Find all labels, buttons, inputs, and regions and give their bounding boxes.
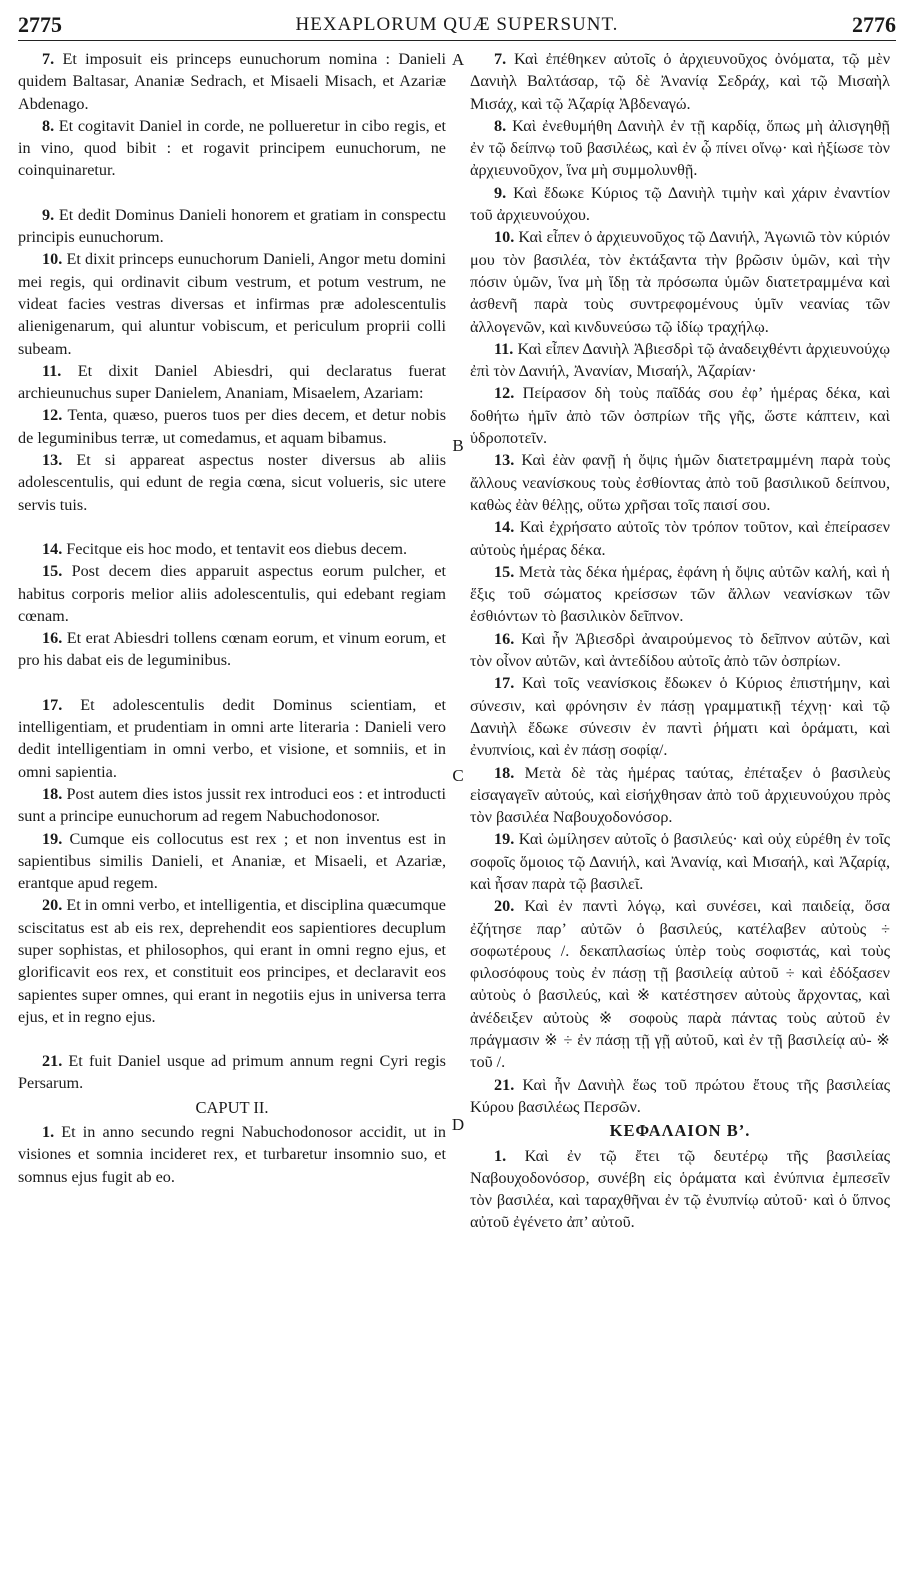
margin-marker-b: B [452, 436, 464, 455]
greek-verse-10: 10. Καὶ εἶπεν ὁ ἀρχιευνοῦχος τῷ Δανιήλ, Ἀγωνιῶ τὸν κύριόν μου τὸν βασιλέα, τὸν ἐκτάξαντα τὴν βρῶσιν ὑμῶν, καὶ τὴν πόσιν ὑμῶν, ἵνα μὴ ἴδῃ τὰ πρόσωπα ὑμῶν διατετραμμένα καὶ ἀσθενῆ παρὰ τοὺς συντρεφομένους ὑμῖν νεανίας τῶν ἀλλογενῶν, καὶ κινδυνεύσω τῷ ἰδίῳ τραχήλῳ. [470, 228, 890, 336]
latin-verse-17: 17. Et adolescentulis dedit Dominus scientiam, et intelligentiam, et prudentiam in omni arte literaria : Danieli vero dedit intelligentiam in omni verbo, et visione, et somniis, et in omni sapientia. [18, 695, 446, 781]
latin-verse-15: 15. Post decem dies apparuit aspectus eorum pulcher, et habitus corporis melior aliis adolescentulis, qui edebant regiam cœnam. [18, 562, 446, 625]
running-title: HEXAPLORUM QUÆ SUPERSUNT. [295, 14, 619, 35]
page-number-left: 2775 [18, 12, 62, 37]
latin-verse-7: 7. Et imposuit eis princeps eunuchorum nomina : Danieli quidem Baltasar, Ananiæ Sedrach, et Misaeli Misach, et Azariæ Abdenago. [18, 50, 446, 113]
greek-verse-18: 18. Μετὰ δὲ τὰς ἡμέρας ταύτας, ἐπέταξεν ὁ βασιλεὺς εἰσαγαγεῖν αὐτούς, καὶ εἰσήχθησαν ἀπὸ τοῦ ἀρχιευνούχου πρὸς τὸν βασιλέα Ναβουχοδονόσορ. [470, 763, 890, 827]
greek-verse-17: 17. Καὶ τοῖς νεανίσκοις ἔδωκεν ὁ Κύριος ἐπιστήμην, καὶ σύνεσιν, καὶ φρόνησιν ἐν πάσῃ γραμματικῇ τέχνῃ· καὶ τῷ Δανιὴλ ἔδωκε σύνεσιν ἐν παντὶ ῥήματι καὶ ὁράματι, καὶ ἐνυπνίοις, καὶ ἐν πάσῃ σοφίᾳ/. [470, 674, 891, 760]
greek-verse-9: 9. Καὶ ἔδωκε Κύριος τῷ Δανιὴλ τιμὴν καὶ χάριν ἐναντίον τοῦ ἀρχιευνούχου. [470, 183, 891, 225]
margin-marker-a: A [451, 50, 465, 69]
latin-chapter-heading: CAPUT II. [195, 1097, 269, 1117]
latin-verse-18: 18. Post autem dies istos jussit rex introduci eos : et introducti sunt a principe eunuchorum ad regem Nabuchodonosor. [18, 784, 447, 826]
greek-verse-16: 16. Καὶ ἦν Ἀβιεσδρὶ ἀναιρούμενος τὸ δεῖπνον αὐτῶν, καὶ τὸν οἶνον αὐτῶν, καὶ ἀντεδίδου αὐτοῖς ἀπὸ τῶν ὀσπρίων. [470, 629, 891, 671]
greek-verse-7: 7. Καὶ ἐπέθηκεν αὐτοῖς ὁ ἀρχιευνοῦχος ὀνόματα, τῷ μὲν Δανιὴλ Βαλτάσαρ, τῷ δὲ Ἀνανίᾳ Σεδράχ, καὶ τῷ Μισαὴλ Μισάχ, καὶ τῷ Ἀζαρίᾳ Ἀβδεναγώ. [470, 50, 891, 113]
greek-verse-13: 13. Καὶ ἐὰν φανῇ ἡ ὄψις ἡμῶν διατετραμμένη παρὰ τοὺς ἄλλους νεανίσκους τοὺς ἐσθίοντας ἀπὸ τοῦ βασιλικοῦ δείπνου, καθὼς ἐὰν θέλῃς, οὕτω χρῆσαι τοῖς παισί σου. [470, 451, 891, 514]
latin-column [18, 48, 446, 1188]
greek-verse-20: 20. Καὶ ἐν παντὶ λόγῳ, καὶ συνέσει, καὶ παιδείᾳ, ὅσα ἐζήτησε παρ’ αὐτῶν ὁ βασιλεύς, κατέλαβεν αὐτοὺς ÷ σοφωτέρους /. δεκαπλασίως ὑπὲρ τοὺς σοφιστάς, καὶ τοὺς φιλοσόφους τοὺς ἐν πάσῃ τῇ βασιλείᾳ αὐτοῦ ÷ καὶ ἐδόξασεν αὐτοὺς ὁ βασιλεύς, καὶ ※ κατέστησεν αὐτοὺς ἄρχοντας, καὶ ἀνέδειξεν αὐτοὺς ※ σοφοὺς παρὰ πάντας τοὺς αὐτοῦ ἐν πράγμασιν ※ ÷ ἐν πάσῃ τῇ γῇ αὐτοῦ, καὶ ἐν τῇ βασιλείᾳ αὐ- ※ τοῦ /. [470, 897, 890, 1072]
latin-verse-16: 16. Et erat Abiesdri tollens cœnam eorum, et vinum eorum, et pro his dabat eis de leguminibus. [18, 629, 446, 670]
greek-verse-12: 12. Πείρασον δὴ τοὺς παῖδάς σου ἐφ’ ἡμέρας δέκα, καὶ δοθήτω ἡμῖν ἀπὸ τῶν ὀσπρίων τῆς γῆς, ὥστε κάπτειν, καὶ ὑδροποτεῖν. [470, 384, 891, 448]
latin-verse-19: 19. Cumque eis collocutus est rex ; et non inventus est in sapientibus similis Danieli, et Ananiæ, et Misaeli, et Azariæ, erantque apud regem. [18, 829, 446, 893]
margin-marker-d: D [451, 1115, 465, 1134]
latin-verse-8: 8. Et cogitavit Daniel in corde, ne pollueretur in cibo regis, et in vino, quod bibit : et rogavit principem eunuchorum, ne coinquinaretur. [18, 116, 447, 180]
page-number-right: 2776 [851, 12, 896, 37]
latin-chapter2-verse-1: 1. Et in anno secundo regni Nabuchodonosor accidit, ut in visiones et somnia incideret rex, et turbaretur insomnio suo, et somnus ejus fugit ab eo. [18, 1123, 447, 1186]
greek-chapter2-verse-1: 1. Καὶ ἐν τῷ ἔτει τῷ δευτέρῳ τῆς βασιλείας Ναβουχοδονόσορ, συνέβη εἰς ὁράματα καὶ ἐνύπνια ἐμπεσεῖν τὸν βασιλέα, καὶ ταραχθῆναι ἐν τῷ ἐνυπνίῳ αὐτοῦ· καὶ ὁ ὕπνος αὐτοῦ ἐγένετο ἀπ’ αὐτοῦ. [470, 1146, 890, 1232]
latin-verse-13: 13. Et si appareat aspectus noster diversus ab aliis adolescentulis, qui edunt de regia cœna, sicut volueris, sic utere servis tuis. [18, 451, 447, 514]
latin-verse-11: 11. Et dixit Daniel Abiesdri, qui declaratus fuerat archieunuchus super Danielem, Ananiam, Misaelem, Azariam: [18, 361, 446, 403]
running-header [18, 10, 896, 41]
latin-verse-20: 20. Et in omni verbo, et intelligentia, et disciplina quæcumque sciscitatus est ab eis rex, deprehendit eos sapientiores decuplum super sophistas, et philosophos, qui erant in omni regno ejus, et glorificavit eos rex, et constituit eos principes, et declaravit eos sapientes super omnes, qui erant in negotiis ejus in universa terra ejus, et in regno ejus. [18, 896, 446, 1026]
latin-verse-12: 12. Tenta, quæso, pueros tuos per dies decem, et detur nobis de leguminibus terræ, ut comedamus, et aquam bibamus. [18, 406, 446, 447]
greek-verse-21: 21. Καὶ ἦν Δανιὴλ ἕως τοῦ πρώτου ἔτους τῆς βασιλείας Κύρου βασιλέως Περσῶν. [470, 1075, 890, 1116]
greek-verse-11: 11. Καὶ εἶπεν Δανιὴλ Ἀβιεσδρὶ τῷ ἀναδειχθέντι ἀρχιευνούχῳ ἐπὶ τὸν Δανιήλ, Ἀνανίαν, Μισαήλ, Ἀζαρίαν· [470, 339, 890, 381]
greek-verse-8: 8. Καὶ ἐνεθυμήθη Δανιὴλ ἐν τῇ καρδίᾳ, ὅπως μὴ ἀλισγηθῇ ἐν τῷ δείπνῳ τοῦ βασιλέως, καὶ ἐν ᾧ πίνει οἴνῳ· καὶ ἠξίωσε τὸν ἀρχιευνοῦχον, ἵνα μὴ συμμολυνθῇ. [470, 116, 891, 180]
latin-verse-21: 21. Et fuit Daniel usque ad primum annum regni Cyri regis Persarum. [18, 1052, 446, 1093]
greek-chapter-heading: ΚΕΦΑΛΑΙΟΝ Β’. [609, 1121, 751, 1141]
latin-verse-9: 9. Et dedit Dominus Danieli honorem et gratiam in conspectu principis eunuchorum. [18, 205, 446, 247]
greek-column [470, 48, 890, 1234]
latin-verse-14: 14. Fecitque eis hoc modo, et tentavit eos diebus decem. [42, 539, 408, 558]
greek-verse-14: 14. Καὶ ἐχρήσατο αὐτοῖς τὸν τρόπον τοῦτον, καὶ ἐπείρασεν αὐτοὺς ἡμέρας δέκα. [470, 518, 890, 559]
latin-verse-10: 10. Et dixit princeps eunuchorum Danieli, Angor metu domini mei regis, qui ordinavit cibum vestrum, et potum vestrum, ne videat facies vestras diversas et infirmas præ adolescentulis alienigenarum, qui aluntur vobiscum, et periculum proprii colli subeam. [18, 250, 447, 358]
greek-verse-19: 19. Καὶ ὡμίλησεν αὐτοῖς ὁ βασιλεύς· καὶ οὐχ εὑρέθη ἐν τοῖς σοφοῖς ὅμοιος τῷ Δανιήλ, καὶ Ἀνανίᾳ, καὶ Μισαήλ, καὶ Ἀζαρίᾳ, καὶ ἦσαν παρὰ τῷ βασιλεῖ. [470, 830, 891, 893]
margin-marker-c: C [452, 766, 464, 785]
greek-verse-15: 15. Μετὰ τὰς δέκα ἡμέρας, ἐφάνη ἡ ὄψις αὐτῶν καλή, καὶ ἡ ἕξις τοῦ σώματος κρείσσων τῶν ἄλλων νεανίσκων τῶν ἐσθιόντων τὸ βασιλικὸν δεῖπνον. [470, 562, 891, 626]
